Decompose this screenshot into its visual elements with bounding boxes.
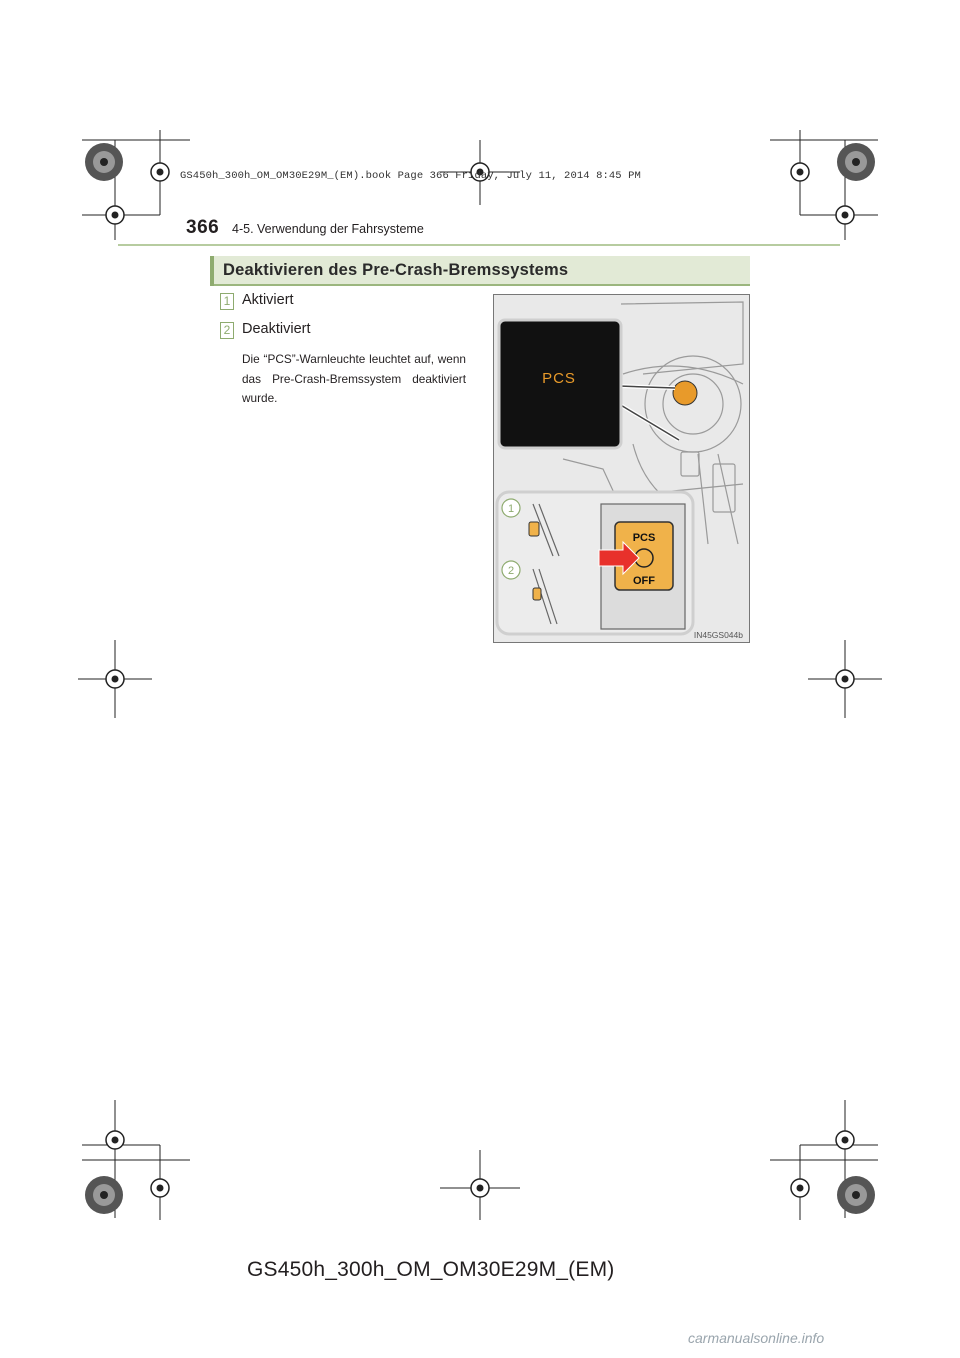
item-number-badge: 1 xyxy=(220,293,234,310)
pcs-indicator-text: PCS xyxy=(542,370,576,387)
page-number: 366 xyxy=(186,217,220,238)
book-info-line: GS450h_300h_OM_OM30E29M_(EM).book Page 366 Friday, July 11, 2014 8:45 PM xyxy=(180,170,641,182)
section-header-accent xyxy=(210,256,214,286)
watermark-link[interactable]: carmanualsonline.info xyxy=(688,1330,825,1346)
item-label-deactivated: Deaktiviert xyxy=(242,321,311,337)
figure-id: IN45GS044b xyxy=(693,630,743,640)
item-number-badge: 2 xyxy=(220,322,234,339)
chapter-title: 4-5. Verwendung der Fahrsysteme xyxy=(232,222,424,236)
footer-model-code: GS450h_300h_OM_OM30E29M_(EM) xyxy=(247,1258,615,1281)
illustration-svg xyxy=(493,294,750,643)
callout-1: 1 xyxy=(507,503,515,515)
header-rule xyxy=(118,244,840,246)
pcs-switch-illustration xyxy=(493,294,750,643)
section-title: Deaktivieren des Pre-Crash-Bremssystems xyxy=(223,261,569,279)
callout-2: 2 xyxy=(507,565,515,577)
description-text: Die “PCS”-Warnleuchte leuchtet auf, wenn das Pre-Crash-Bremssystem deaktiviert wurde. xyxy=(242,352,466,405)
switch-bottom-label: OFF xyxy=(633,575,655,587)
item-label-activated: Aktiviert xyxy=(242,292,294,308)
switch-top-label: PCS xyxy=(632,532,656,544)
